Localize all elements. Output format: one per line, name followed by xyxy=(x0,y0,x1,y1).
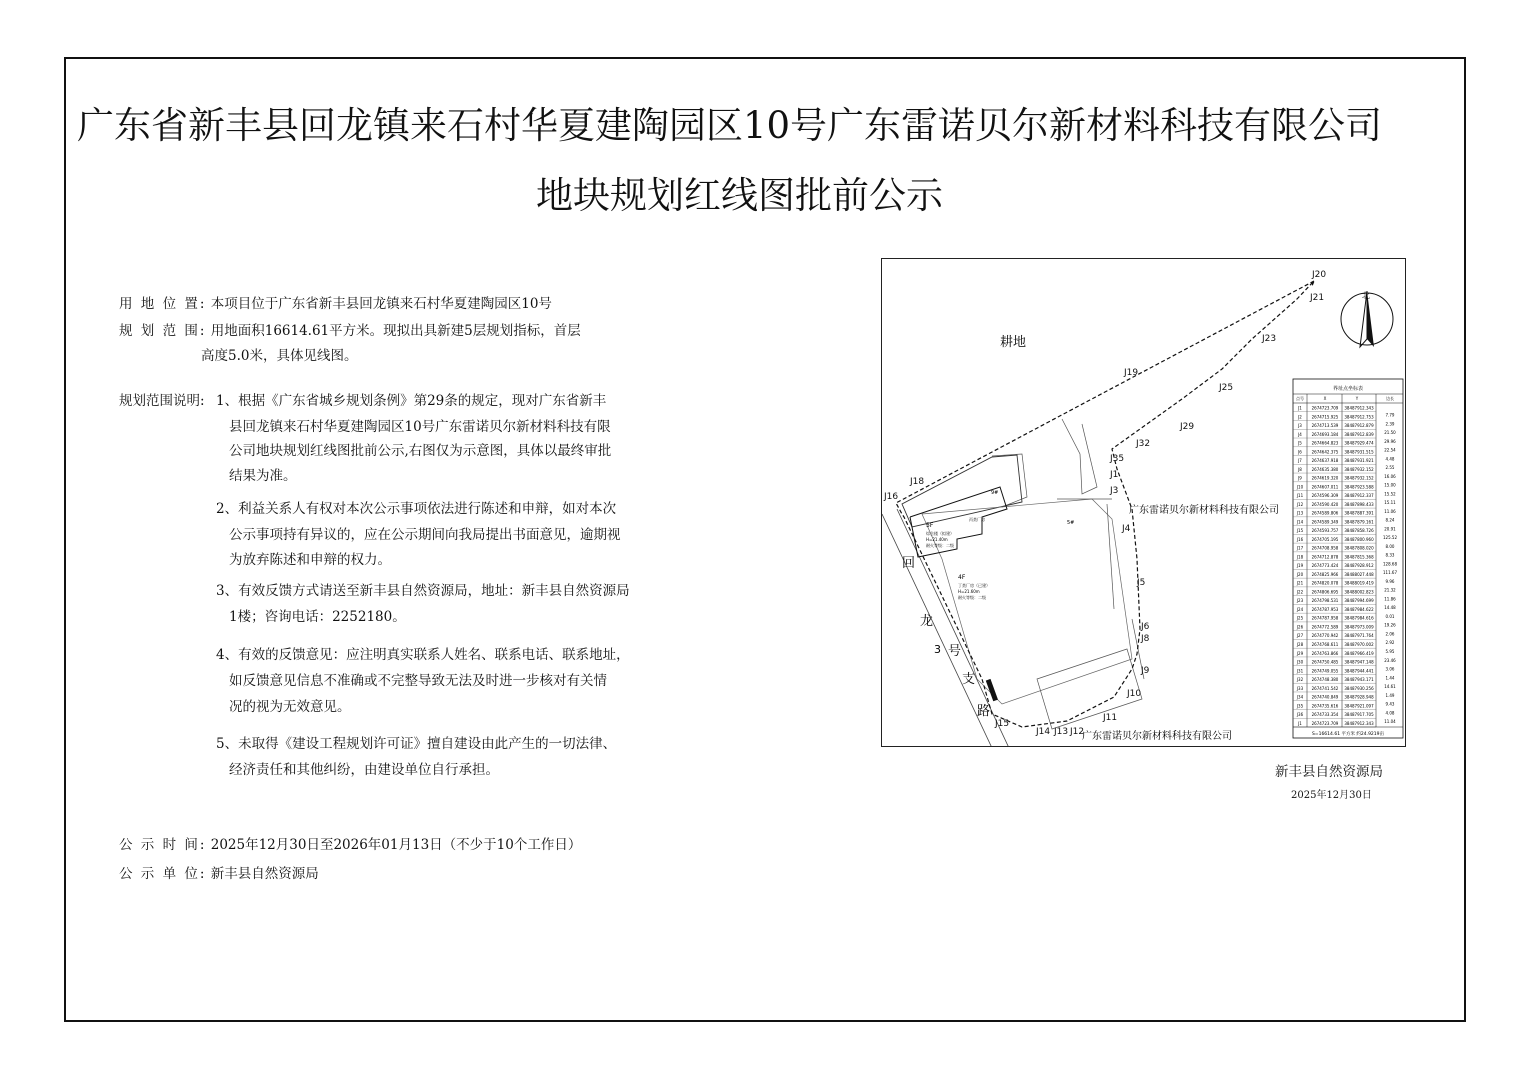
table-cell: 9.43 xyxy=(1385,701,1395,707)
point-label: J25 xyxy=(1219,383,1234,393)
point-label: J8 xyxy=(1141,634,1150,644)
title-line-1: 广东省新丰县回龙镇来石村华夏建陶园区10号广东雷诺贝尔新材料科技有限公司 xyxy=(76,104,1383,147)
note-line: 结果为准。 xyxy=(229,468,297,484)
table-cell: 2674693.184 xyxy=(1311,431,1339,437)
building2-floors: 4F xyxy=(958,574,966,581)
table-cell: 1.44 xyxy=(1385,675,1395,681)
farmland-label: 耕地 xyxy=(1000,335,1027,350)
table-cell: 125.52 xyxy=(1383,535,1397,541)
table-cell: 2674748.380 xyxy=(1311,677,1339,683)
point-label: J3 xyxy=(1110,486,1119,496)
table-cell: J9 xyxy=(1298,475,1302,481)
point-label: J23 xyxy=(1262,334,1277,344)
point-label: J13 xyxy=(1054,727,1069,737)
table-header: 点号 xyxy=(1296,396,1304,401)
table-cell: 2674773.424 xyxy=(1311,563,1339,569)
table-cell: 38487994.699 xyxy=(1344,598,1374,604)
table-cell: 2674607.011 xyxy=(1311,484,1339,490)
table-cell: 7.79 xyxy=(1385,412,1395,418)
table-cell: J25 xyxy=(1296,615,1304,621)
table-cell: J10 xyxy=(1296,484,1304,490)
table-cell: 22.54 xyxy=(1384,447,1396,453)
point-label: J6 xyxy=(1141,622,1150,632)
table-cell: J13 xyxy=(1296,510,1304,516)
location-label: 用 地 位 置: xyxy=(119,296,207,312)
point-label: J18 xyxy=(910,477,925,487)
table-cell: J36 xyxy=(1296,712,1304,718)
building1-fire: 耐火等级：二级 xyxy=(926,543,954,548)
note-line: 3、有效反馈方式请送至新丰县自然资源局，地址：新丰县自然资源局 xyxy=(216,583,630,599)
building2-tag: 5# xyxy=(1067,520,1075,526)
scope-value-1: 用地面积16614.61平方米。现拟出具新建5层规划指标，首层 xyxy=(210,323,581,339)
table-cell: 8.24 xyxy=(1385,517,1395,523)
table-cell: 38487943.171 xyxy=(1344,677,1374,683)
table-cell: 38487973.009 xyxy=(1344,624,1374,630)
table-cell: 38487944.441 xyxy=(1344,668,1374,674)
table-cell: J1 xyxy=(1298,405,1302,411)
table-cell: 38487971.764 xyxy=(1344,633,1374,639)
table-cell: 1.49 xyxy=(1385,692,1395,698)
table-cell: 2674705.195 xyxy=(1311,536,1339,542)
table-cell: J22 xyxy=(1296,589,1304,595)
table-cell: 38487930.256 xyxy=(1344,685,1374,691)
point-label: J20 xyxy=(1312,270,1327,280)
table-cell: 38487970.002 xyxy=(1344,642,1374,647)
table-cell: 2674664.823 xyxy=(1311,440,1339,446)
road-char: 龙 xyxy=(920,614,934,629)
table-cell: 38487932.152 xyxy=(1344,466,1374,472)
building1-type: 综合楼（拟建） xyxy=(926,531,954,536)
north-label: 北 xyxy=(1362,291,1370,300)
building1-tag: 9# xyxy=(991,490,999,496)
table-cell: J7 xyxy=(1298,458,1302,464)
table-header: Y xyxy=(1355,396,1359,401)
table-cell: J31 xyxy=(1296,668,1304,674)
scope-row xyxy=(119,320,581,342)
table-cell: 2674593.757 xyxy=(1311,528,1339,534)
table-cell: 2674798.531 xyxy=(1311,598,1339,604)
building1-side-label: 丙类厂房 xyxy=(969,517,985,522)
building2-height: H=21.60m xyxy=(958,589,980,594)
table-cell: 2674749.055 xyxy=(1311,668,1339,674)
table-cell: 38487815.368 xyxy=(1344,554,1374,560)
building2-type: 丁类厂房（已建） xyxy=(958,583,990,588)
table-cell: 15.11 xyxy=(1384,500,1396,506)
unit-value: 新丰县自然资源局 xyxy=(210,866,319,882)
table-cell: J33 xyxy=(1296,685,1304,691)
table-cell: 2674735.616 xyxy=(1311,703,1339,709)
table-cell: 8.00 xyxy=(1385,543,1395,549)
table-cell: 38487912.337 xyxy=(1344,493,1374,499)
table-cell: J35 xyxy=(1296,703,1304,709)
table-cell: 14.61 xyxy=(1384,684,1396,690)
point-label: J19 xyxy=(1124,368,1139,378)
building2-fire: 耐火等级：二级 xyxy=(958,595,986,600)
table-cell: 38487921.097 xyxy=(1344,703,1374,709)
table-cell: 2674772.589 xyxy=(1311,624,1339,630)
table-cell: 2.06 xyxy=(1385,631,1395,637)
table-cell: J30 xyxy=(1296,659,1304,665)
time-row xyxy=(119,834,581,856)
table-cell: 14.48 xyxy=(1384,605,1396,611)
point-label: J5 xyxy=(1137,578,1146,588)
coordinate-table xyxy=(1293,379,1403,738)
table-cell: 2674589.349 xyxy=(1311,519,1339,525)
scope-label: 规 划 范 围: xyxy=(119,323,207,339)
table-cell: 38487858.726 xyxy=(1344,528,1374,534)
table-cell: 2674740.849 xyxy=(1311,694,1339,700)
point-label: J12 xyxy=(1070,727,1085,737)
table-cell: 2674770.942 xyxy=(1311,633,1339,639)
note-line: 为放弃陈述和申辩的权力。 xyxy=(229,552,391,568)
unit-label: 公 示 单 位: xyxy=(119,866,207,882)
road-char: 3 xyxy=(934,643,941,656)
building1-floors: 5F xyxy=(926,522,934,529)
table-cell: J3 xyxy=(1298,423,1302,429)
table-cell: 2.39 xyxy=(1385,421,1395,427)
note-line: 1、根据《广东省城乡规划条例》第29条的规定，现对广东省新丰 xyxy=(216,393,607,409)
company-right-label: 广东雷诺贝尔新材料科技有限公司 xyxy=(1129,505,1279,516)
table-cell: J32 xyxy=(1296,677,1304,683)
table-cell: 38487898.433 xyxy=(1344,501,1374,507)
table-cell: 2674723.709 xyxy=(1311,405,1339,411)
note-line: 4、有效的反馈意见：应注明真实联系人姓名、联系电话、联系地址， xyxy=(216,647,630,663)
point-label: J15 xyxy=(995,719,1010,729)
table-cell: J11 xyxy=(1296,493,1304,499)
table-cell: J23 xyxy=(1296,598,1304,604)
table-cell: 15.00 xyxy=(1384,482,1396,488)
note-line: 经济责任和其他纠纷，由建设单位自行承担。 xyxy=(229,762,499,778)
table-cell: J4 xyxy=(1298,431,1302,437)
point-label: J14 xyxy=(1036,727,1051,737)
table-cell: 2674787.958 xyxy=(1311,615,1339,621)
table-cell: 2674787.953 xyxy=(1311,606,1339,612)
table-cell: 20.91 xyxy=(1384,526,1396,532)
table-cell: 2674825.966 xyxy=(1311,571,1339,577)
company-bottom-label: 广东雷诺贝尔新材料科技有限公司 xyxy=(1082,731,1232,742)
table-cell: 3.06 xyxy=(1385,666,1395,672)
table-cell: 8.33 xyxy=(1385,552,1395,558)
table-cell: 38487984.622 xyxy=(1344,606,1374,612)
table-cell: J1 xyxy=(1298,720,1302,726)
table-cell: J12 xyxy=(1296,501,1304,507)
table-cell: J6 xyxy=(1298,449,1302,455)
table-cell: 4.08 xyxy=(1385,710,1395,716)
notes-label: 规划范围说明: xyxy=(119,393,205,409)
table-cell: 5.95 xyxy=(1385,649,1395,655)
footer-date: 2025年12月30日 xyxy=(1291,790,1372,801)
table-cell: J19 xyxy=(1296,563,1304,569)
table-cell: 38488002.823 xyxy=(1344,589,1374,595)
title-line-2: 地块规划红线图批前公示 xyxy=(536,174,943,217)
table-cell: 2674619.320 xyxy=(1311,475,1339,481)
footer-org: 新丰县自然资源局 xyxy=(1275,764,1383,780)
point-label: J35 xyxy=(1110,454,1125,464)
point-label: J32 xyxy=(1136,439,1151,449)
table-cell: 2674642.375 xyxy=(1311,449,1339,455)
table-cell: 2674768.611 xyxy=(1311,642,1339,647)
note-line: 县回龙镇来石村华夏建陶园区10号广东雷诺贝尔新材料科技有限 xyxy=(229,419,611,435)
table-cell: 38487912.343 xyxy=(1344,720,1374,726)
point-label: J11 xyxy=(1103,713,1118,723)
table-cell: 2674715.925 xyxy=(1311,414,1339,420)
point-label: J16 xyxy=(884,492,899,502)
map-drawing xyxy=(882,259,1406,747)
table-cell: 38488019.419 xyxy=(1344,580,1374,586)
time-value: 2025年12月30日至2026年01月13日（不少于10个工作日） xyxy=(210,837,582,853)
table-cell: J5 xyxy=(1298,440,1302,446)
table-cell: 0.01 xyxy=(1385,613,1395,619)
table-cell: 38487931.921 xyxy=(1344,458,1374,464)
table-cell: 23.46 xyxy=(1384,657,1396,663)
table-cell: J18 xyxy=(1296,554,1304,560)
table-header: 边长 xyxy=(1386,396,1394,401)
table-cell: J24 xyxy=(1296,606,1304,612)
point-label: J29 xyxy=(1180,422,1195,432)
road-char: 号 xyxy=(948,644,962,659)
table-cell: 9.96 xyxy=(1385,578,1395,584)
table-header: X xyxy=(1323,396,1327,401)
note-line: 况的视为无效意见。 xyxy=(229,699,351,715)
table-cell: 21.50 xyxy=(1384,430,1396,436)
red-line-map xyxy=(881,258,1406,747)
table-cell: 11.06 xyxy=(1384,508,1396,514)
road-char: 支 xyxy=(962,672,976,687)
table-cell: J14 xyxy=(1296,519,1304,525)
table-cell: 2674806.695 xyxy=(1311,589,1339,595)
table-cell: 19.26 xyxy=(1384,622,1396,628)
table-cell: 38487984.616 xyxy=(1344,615,1374,621)
table-cell: 15.52 xyxy=(1384,491,1396,497)
point-label: J1 xyxy=(1110,470,1119,480)
table-cell: 2.92 xyxy=(1385,640,1395,646)
table-cell: 38487912.753 xyxy=(1344,414,1374,420)
table-cell: 38487932.152 xyxy=(1344,475,1374,481)
table-cell: J2 xyxy=(1298,414,1302,420)
table-cell: 38487912.343 xyxy=(1344,405,1374,411)
table-cell: J34 xyxy=(1296,694,1304,700)
point-label: J9 xyxy=(1141,666,1150,676)
table-cell: 2674708.958 xyxy=(1311,545,1339,551)
table-cell: 21.32 xyxy=(1384,587,1396,593)
table-cell: J17 xyxy=(1296,545,1304,551)
note-line: 2、利益关系人有权对本次公示事项依法进行陈述和申辩，如对本次 xyxy=(216,501,617,517)
table-cell: 38488027.448 xyxy=(1344,571,1374,577)
table-cell: 38487808.020 xyxy=(1344,545,1374,551)
building1-height: H=21.40m xyxy=(926,537,948,542)
table-cell: 128.68 xyxy=(1383,561,1397,567)
road-char: 回 xyxy=(902,556,916,571)
table-cell: J8 xyxy=(1298,466,1302,472)
table-cell: 11.86 xyxy=(1384,596,1396,602)
table-cell: 2674763.866 xyxy=(1311,650,1339,656)
table-cell: 4.48 xyxy=(1385,456,1395,462)
table-cell: J27 xyxy=(1296,633,1304,639)
table-footer: S=16614.61 平方米 约24.9219亩 xyxy=(1311,732,1385,737)
table-cell: 38487966.419 xyxy=(1344,650,1374,656)
table-cell: 38487929.474 xyxy=(1344,440,1374,446)
table-cell: J28 xyxy=(1296,642,1304,647)
table-cell: 11.04 xyxy=(1384,719,1396,725)
note-line: 如反馈意见信息不准确或不完整导致无法及时进一步核对有关情 xyxy=(229,673,607,689)
point-label: J10 xyxy=(1127,689,1142,699)
table-cell: 2.55 xyxy=(1385,465,1395,471)
table-cell: J21 xyxy=(1296,580,1304,586)
scope-value-2: 高度5.0米，具体见线图。 xyxy=(201,348,358,364)
table-cell: 29.96 xyxy=(1384,438,1396,444)
table-cell: 2674637.918 xyxy=(1311,458,1339,464)
time-label: 公 示 时 间: xyxy=(119,837,207,853)
unit-row xyxy=(119,863,319,885)
note-line: 公司地块规划红线图批前公示,右图仅为示意图，具体以最终审批 xyxy=(229,443,612,459)
table-cell: 2674733.354 xyxy=(1311,712,1339,718)
table-cell: 38487928.912 xyxy=(1344,563,1374,569)
location-row xyxy=(119,293,552,315)
table-cell: 2674712.878 xyxy=(1311,554,1339,560)
note-line: 公示事项持有异议的，应在公示期间向我局提出书面意见，逾期视 xyxy=(229,527,621,543)
table-cell: 2674635.380 xyxy=(1311,466,1339,472)
table-cell: 38487931.515 xyxy=(1344,449,1374,455)
table-cell: 2674741.542 xyxy=(1311,685,1339,691)
table-cell: J26 xyxy=(1296,624,1304,630)
table-cell: 38487879.161 xyxy=(1344,519,1374,525)
point-label: J21 xyxy=(1310,293,1325,303)
note-line: 1楼；咨询电话：2252180。 xyxy=(229,609,406,625)
table-cell: 38487887.391 xyxy=(1344,510,1374,516)
road-char: 路 xyxy=(977,704,991,719)
table-cell: 111.67 xyxy=(1383,570,1397,576)
table-cell: 38487923.588 xyxy=(1344,484,1374,490)
table-title: 界址点坐标表 xyxy=(1332,386,1364,392)
table-cell: 2674590.420 xyxy=(1311,501,1339,507)
table-cell: 38487947.148 xyxy=(1344,659,1374,665)
table-cell: J20 xyxy=(1296,571,1304,577)
table-cell: 16.06 xyxy=(1384,473,1396,479)
note-line: 5、未取得《建设工程规划许可证》擅自建设由此产生的一切法律、 xyxy=(216,736,617,752)
table-cell: 2674750.485 xyxy=(1311,659,1339,665)
table-cell: 2674820.078 xyxy=(1311,580,1339,586)
table-cell: 2674589.806 xyxy=(1311,510,1339,516)
table-cell: 38487912.839 xyxy=(1344,431,1374,437)
table-cell: 38487928.948 xyxy=(1344,694,1374,700)
table-cell: 2674596.309 xyxy=(1311,493,1339,499)
table-cell: 38487800.960 xyxy=(1344,536,1374,542)
point-label: J4 xyxy=(1122,524,1131,534)
table-cell: J29 xyxy=(1296,650,1304,656)
table-cell: 2674723.709 xyxy=(1311,720,1339,726)
table-cell: J15 xyxy=(1296,528,1304,534)
table-cell: J16 xyxy=(1296,536,1304,542)
location-value: 本项目位于广东省新丰县回龙镇来石村华夏建陶园区10号 xyxy=(210,296,552,312)
table-cell: 2674713.539 xyxy=(1311,423,1339,429)
table-cell: 38487917.705 xyxy=(1344,712,1374,718)
table-cell: 38487912.879 xyxy=(1344,423,1374,429)
